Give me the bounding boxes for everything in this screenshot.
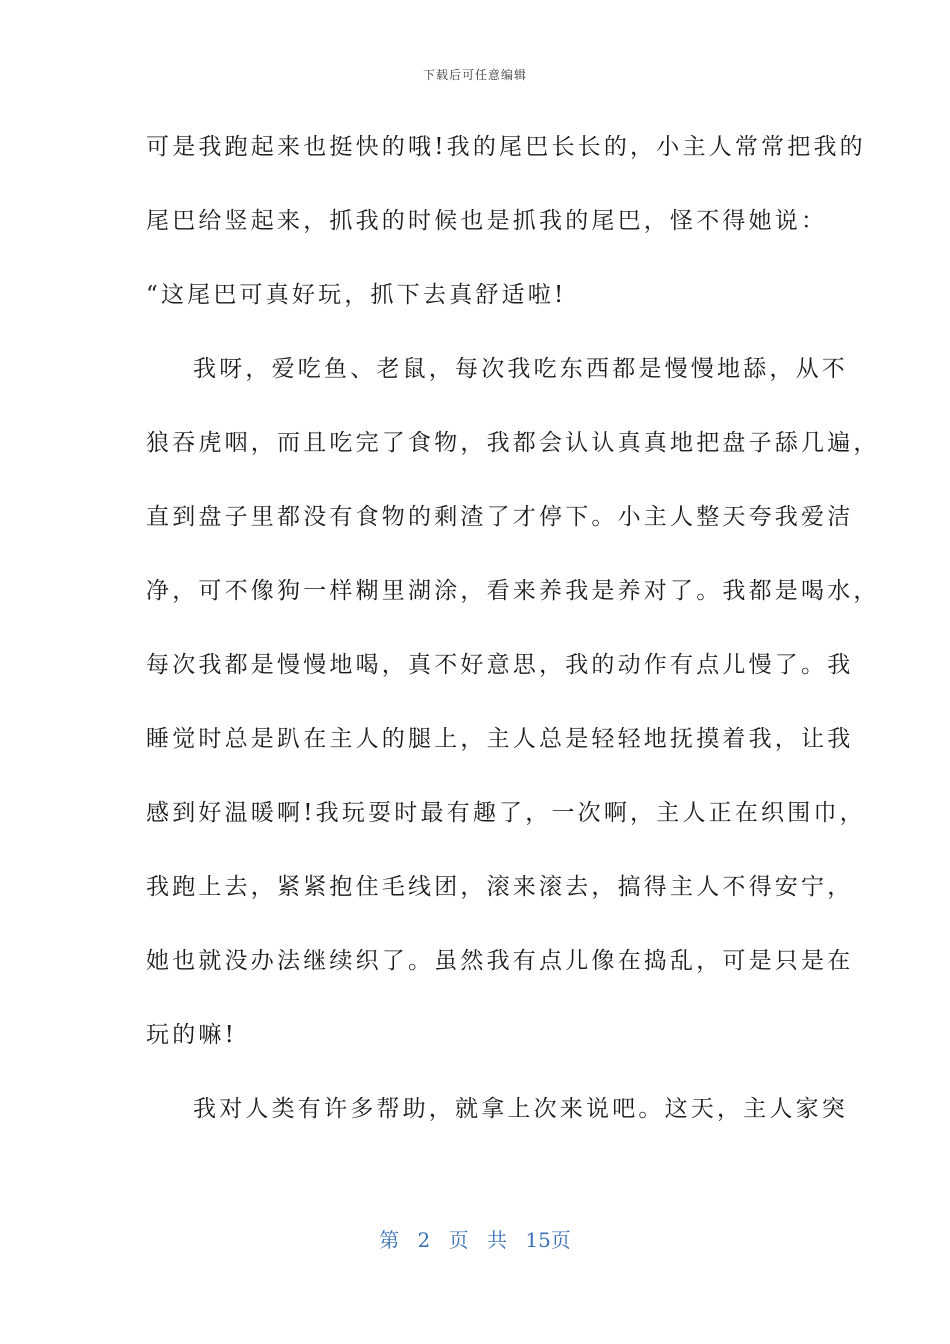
page-word: 页 xyxy=(448,1228,469,1252)
text-line: 尾巴给竖起来，抓我的时候也是抓我的尾巴，怪不得她说： xyxy=(146,208,828,234)
current-page-number: 2 xyxy=(417,1228,431,1252)
total-word: 共 xyxy=(487,1228,507,1252)
text-line: 她也就没办法继续织了。虽然我有点儿像在捣乱，可是只是在 xyxy=(146,948,854,974)
text-line: 感到好温暖啊!我玩耍时最有趣了，一次啊，主人正在织围巾， xyxy=(146,800,866,826)
page-footer xyxy=(0,1224,950,1253)
text-line: 净，可不像狗一样糊里湖涂，看来养我是养对了。我都是喝水， xyxy=(146,578,880,604)
page-label-prefix: 第 xyxy=(379,1228,400,1252)
text-line: 玩的嘛! xyxy=(146,1022,238,1048)
paragraph-start-line: 我呀，爱吃鱼、老鼠，每次我吃东西都是慢慢地舔，从不 xyxy=(193,356,848,382)
paragraph-start-line: 我对人类有许多帮助，就拿上次来说吧。这天，主人家突 xyxy=(193,1096,848,1122)
header-note: 下载后可任意编辑 xyxy=(422,68,527,82)
text-line: 每次我都是慢慢地喝，真不好意思，我的动作有点儿慢了。我 xyxy=(146,652,854,678)
text-line: “这尾巴可真好玩，抓下去真舒适啦! xyxy=(146,282,567,308)
text-line: 睡觉时总是趴在主人的腿上，主人总是轻轻地抚摸着我，让我 xyxy=(146,726,854,752)
text-line: 直到盘子里都没有食物的剩渣了才停下。小主人整天夸我爱洁 xyxy=(146,504,854,530)
total-pages: 15页 xyxy=(525,1228,571,1252)
text-line: 狼吞虎咽，而且吃完了食物，我都会认认真真地把盘子舔几遍， xyxy=(146,430,880,456)
text-line: 可是我跑起来也挺快的哦!我的尾巴长长的，小主人常常把我的 xyxy=(146,134,866,160)
document-body xyxy=(146,127,880,1163)
text-line: 我跑上去，紧紧抱住毛线团，滚来滚去，搞得主人不得安宁， xyxy=(146,874,854,900)
